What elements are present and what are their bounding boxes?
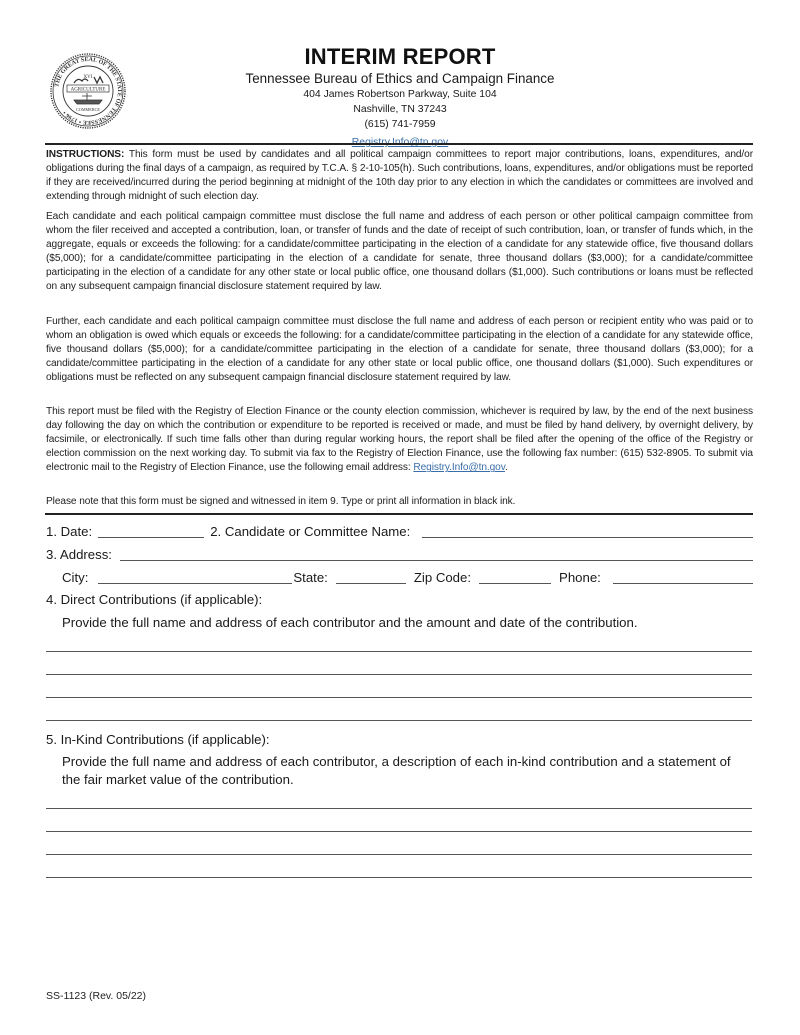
report-title: INTERIM REPORT [304, 44, 496, 69]
zip-code-label: Zip Code: [413, 570, 472, 585]
form-id-footer: SS-1123 (Rev. 05/22) [46, 990, 146, 1002]
direct-contribution-line-1[interactable] [46, 651, 752, 652]
agency-street-address: 404 James Robertson Parkway, Suite 104 [303, 89, 497, 100]
form-divider [45, 513, 753, 515]
inkind-contributions-heading: 5. In-Kind Contributions (if applicable): [46, 732, 270, 747]
direct-contribution-line-3[interactable] [46, 697, 752, 698]
tennessee-seal-icon [50, 53, 126, 129]
registry-email-link[interactable]: Registry.Info@tn.gov [413, 462, 505, 474]
phone-label: Phone: [559, 570, 601, 585]
inkind-contributions-description: Provide the full name and address of each contributor, a description of each in-kind contribution and a statement of the fair market value of the contribution. [62, 754, 731, 787]
svg-text:THE GREAT SEAL OF THE STATE OF: THE GREAT SEAL OF THE STATE OF TENNESSEE • 1796 • [54, 56, 123, 126]
agency-city-state-zip: Nashville, TN 37243 [353, 104, 447, 115]
date-field[interactable] [98, 522, 204, 538]
agency-name: Tennessee Bureau of Ethics and Campaign Finance [245, 71, 555, 86]
direct-contribution-line-4[interactable] [46, 720, 752, 721]
agency-phone: (615) 741-7959 [364, 119, 436, 130]
row-city-state-zip-phone [62, 567, 753, 587]
city-label: City: [62, 570, 89, 585]
inkind-contribution-line-3[interactable] [46, 854, 752, 855]
row-date-name [46, 521, 753, 541]
direct-contribution-line-2[interactable] [46, 674, 752, 675]
inkind-contribution-line-4[interactable] [46, 877, 752, 878]
row-address [46, 544, 753, 564]
candidate-name-field[interactable] [422, 522, 753, 538]
header-divider [45, 143, 753, 145]
direct-contributions-description: Provide the full name and address of each contributor and the amount and date of the contribution. [62, 615, 638, 630]
instructions-paragraph-5: Please note that this form must be signed and witnessed in item 9. Type or print all information in black ink. [46, 496, 516, 507]
city-field[interactable] [98, 568, 292, 584]
address-label: 3. Address: [46, 547, 112, 562]
svg-text:XVI: XVI [83, 75, 93, 80]
zip-code-field[interactable] [479, 568, 551, 584]
inkind-contribution-line-2[interactable] [46, 831, 752, 832]
instructions-paragraph-3: Further, each candidate and each political campaign committee must disclose the full name and address of each person or recipient entity who was paid or to whom an obligation is owed which equals or exceeds the following: for a candidate/committee participating in the election of a candidate for any statewide office, five thousand dollars ($5,000); for a candidate/committee participating in the election of a candidate for senate, three thousand dollars ($3,000); for a candidate/committee participating in the election of a candidate for any other state or local public office, one thousand dollars ($1,000). Such expenditures or obligations must be reflected on any subsequent campaign financial disclosure statement required by law. [46, 316, 753, 384]
instructions-paragraph-4: This report must be filed with the Registry of Election Finance or the county election commission, whichever is required by law, by the end of the next business day following the day on which the contribution or expenditure to be reported is received or made, and must be filed by hand delivery, by overnight delivery, by facsimile, or electronically. If such time falls other than during regular working hours, the report shall be filed after the opening of the office of the Registry or election commission on the next working day. To submit via fax to the Registry of Election Finance, use the following fax number: (615) 532-8905. To submit via electronic mail to the Registry of Election Finance, use the following email address: Registry.Info@tn.gov. [46, 406, 753, 474]
instructions-label: INSTRUCTIONS: [46, 149, 125, 160]
direct-contributions-heading: 4. Direct Contributions (if applicable): [46, 592, 263, 607]
report-header [240, 44, 560, 151]
candidate-name-label: 2. Candidate or Committee Name: [210, 524, 411, 539]
state-field[interactable] [336, 568, 406, 584]
instructions-paragraph-2: Each candidate and each political campaign committee must disclose the full name and address of each person or other political campaign committee from whom the filer received and accepted a contribution, loan, or transfer of funds and the date of receipt of such contribution, loan, or transfer of funds which, in the aggregate, equals or exceeds the following: for a candidate/committee participating in the election of a candidate for any statewide office, five thousand dollars ($5,000); for a candidate/committee participating in the election of a candidate for senate, three thousand dollars ($3,000); for a candidate/committee participating in the election of a candidate for any other state or local public office, one thousand dollars ($1,000). Such contributions or loans must be reflected on any subsequent campaign financial disclosure statement required by law. [46, 211, 753, 293]
date-label: 1. Date: [46, 524, 93, 539]
state-label: State: [293, 570, 328, 585]
instructions-paragraph-1: INSTRUCTIONS: This form must be used by candidates and all political campaign committees to report major contributions, loans, expenditures, and/or obligations during the final days of a campaign, as required by T.C.A. § 2-10-105(h). Such contributions, loans, expenditures, and/or obligations must be reported if they are received/incurred during the period beginning at midnight of the 10th day prior to any election in which the candidates or committees are involved and extending through midnight of such election day. [46, 149, 753, 203]
state-seal-logo [50, 53, 126, 129]
instructions-block [46, 148, 753, 204]
phone-field[interactable] [613, 568, 753, 584]
inkind-contribution-line-1[interactable] [46, 808, 752, 809]
address-field[interactable] [120, 545, 753, 561]
svg-text:COMMERCE: COMMERCE [76, 107, 100, 112]
svg-text:AGRICULTURE: AGRICULTURE [70, 87, 106, 93]
